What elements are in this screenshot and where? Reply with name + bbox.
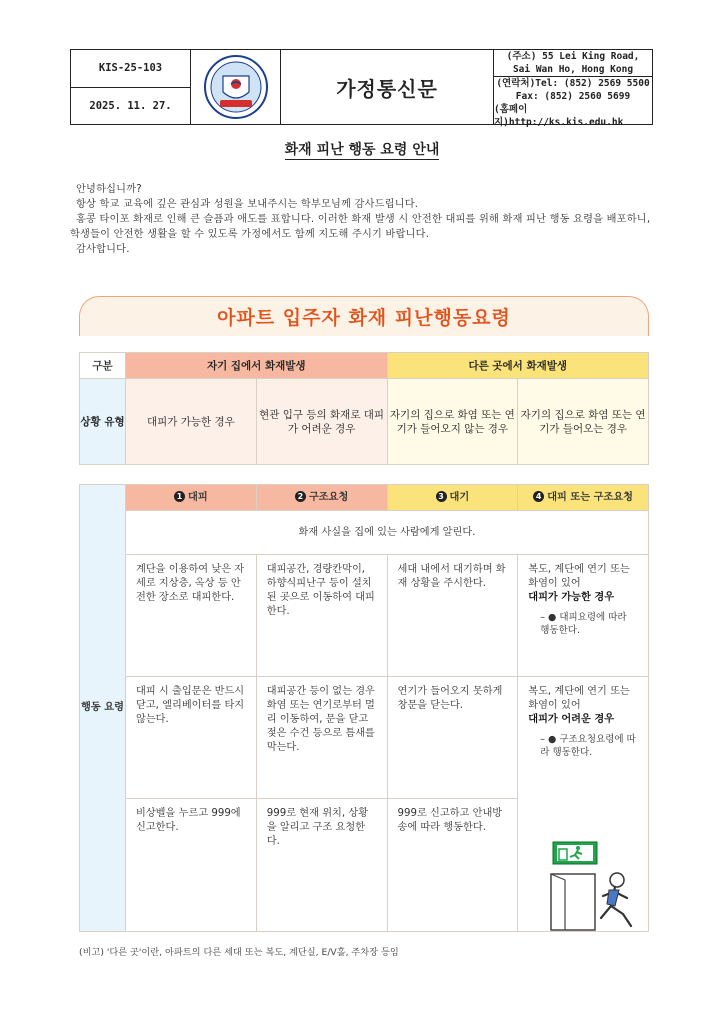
col4-b-strong: 대피가 어려운 경우 bbox=[528, 714, 615, 725]
action-cell: 비상벨을 누르고 999에 신고한다. bbox=[126, 799, 257, 932]
other-place-fire-header: 다른 곳에서 화재발생 bbox=[387, 353, 649, 379]
header-label: 대피 bbox=[188, 491, 208, 503]
action-cell-evacuable bbox=[518, 555, 649, 677]
step-number: 1 bbox=[174, 491, 185, 502]
doc-date: 2025. 11. 27. bbox=[89, 99, 172, 112]
step-number: 3 bbox=[436, 491, 447, 502]
header-evacuate-or-rescue bbox=[518, 485, 649, 511]
header-label: 대기 bbox=[449, 491, 470, 503]
situation-type-label: 상황 유형 bbox=[80, 379, 126, 465]
own-home-fire-header: 자기 집에서 화재발생 bbox=[126, 353, 388, 379]
contact-web[interactable]: (홈페이지)http://ks.kis.edu.hk bbox=[494, 104, 624, 128]
action-guide-label: 행동 요령 bbox=[80, 485, 126, 932]
school-emblem-icon bbox=[203, 54, 269, 120]
situation-cell: 현관 입구 등의 화재로 대피가 어려운 경우 bbox=[256, 379, 387, 465]
action-cell: 연기가 들어오지 못하게 창문을 닫는다. bbox=[387, 677, 518, 799]
emergency-exit-icon bbox=[545, 840, 645, 932]
header-label: 대피 또는 구조요청 bbox=[547, 491, 634, 503]
header-label: 구조요청 bbox=[308, 491, 349, 503]
col4-b-sub: – ● 구조요청요령에 따라 행동한다. bbox=[540, 734, 636, 758]
body-paragraph-2: 홍콩 타이포 화재로 인해 큰 슬픔과 애도를 표합니다. 이러한 화재 발생 시 안전한 대피를 위해 화재 피난 행동 요령을 배포하니, 학생들이 안전한 생활을 할 수 있도록 가정에서도 함께 지도해 주시기 바랍니다. bbox=[70, 214, 651, 240]
header-evacuate bbox=[126, 485, 257, 511]
document-title bbox=[0, 139, 724, 159]
doc-code: KIS-25-103 bbox=[71, 50, 190, 88]
header-title: 가정통신문 bbox=[281, 50, 494, 124]
header-left bbox=[71, 50, 191, 124]
header-contact bbox=[494, 50, 652, 128]
situation-table bbox=[79, 352, 649, 465]
header-rescue-request bbox=[256, 485, 387, 511]
action-cell: 계단을 이용하여 낮은 자세로 지상층, 옥상 등 안전한 장소로 대피한다. bbox=[126, 555, 257, 677]
header-wait bbox=[387, 485, 518, 511]
contact-block bbox=[494, 77, 652, 129]
contact-tel: (연락처)Tel: (852) 2569 5500 bbox=[496, 78, 650, 89]
situation-cell: 대피가 가능한 경우 bbox=[126, 379, 257, 465]
body-paragraph-1: 항상 학교 교육에 깊은 관심과 성원을 보내주시는 학부모님께 감사드립니다. bbox=[76, 199, 419, 210]
col4-a-strong: 대피가 가능한 경우 bbox=[528, 592, 615, 603]
poster-banner: 아파트 입주자 화재 피난행동요령 bbox=[79, 296, 649, 336]
action-cell: 999로 현재 위치, 상황을 알리고 구조 요청한다. bbox=[256, 799, 387, 932]
greeting: 안녕하십니까? bbox=[76, 184, 142, 195]
letter-header bbox=[70, 49, 653, 128]
letter-body bbox=[70, 182, 654, 257]
situation-cell: 자기의 집으로 화염 또는 연기가 들어오는 경우 bbox=[518, 379, 649, 465]
col4-b-text: 복도, 계단에 연기 또는 화염이 있어 bbox=[528, 686, 630, 711]
closing: 감사합니다. bbox=[76, 244, 130, 255]
address-line-1: (주소) 55 Lei King Road, bbox=[506, 51, 640, 62]
document-title-text: 화재 피난 행동 요령 안내 bbox=[284, 142, 440, 158]
action-cell: 대피공간, 경량칸막이, 하향식피난구 등이 설치된 곳으로 이동하여 대피한다. bbox=[256, 555, 387, 677]
col4-a-sub: – ● 대피요령에 따라 행동한다. bbox=[540, 612, 627, 636]
situation-cell: 자기의 집으로 화염 또는 연기가 들어오지 않는 경우 bbox=[387, 379, 518, 465]
address-block bbox=[494, 50, 652, 77]
action-cell: 999로 신고하고 안내방송에 따라 행동한다. bbox=[387, 799, 518, 932]
poster-note: (비고) '다른 곳'이란, 아파트의 다른 세대 또는 복도, 계단실, E/V홀, 주차장 등임 bbox=[79, 947, 399, 958]
school-logo bbox=[191, 50, 281, 124]
action-cell: 대피 시 출입문은 반드시 닫고, 엘리베이터를 타지 않는다. bbox=[126, 677, 257, 799]
action-cell: 세대 내에서 대기하며 화재 상황을 주시한다. bbox=[387, 555, 518, 677]
category-label: 구분 bbox=[80, 353, 126, 379]
col4-a-text: 복도, 계단에 연기 또는 화염이 있어 bbox=[528, 564, 630, 589]
address-line-2: Sai Wan Ho, Hong Kong bbox=[512, 64, 634, 75]
contact-fax: Fax: (852) 2560 5699 bbox=[515, 91, 631, 102]
action-cell: 대피공간 등이 없는 경우 화염 또는 연기로부터 멀리 이동하여, 문을 닫고 젖은 수건 등으로 틈새를 막는다. bbox=[256, 677, 387, 799]
fire-evacuation-poster bbox=[79, 296, 651, 964]
step-number: 4 bbox=[533, 491, 544, 502]
step-number: 2 bbox=[295, 491, 306, 502]
common-action: 화재 사실을 집에 있는 사람에게 알린다. bbox=[126, 511, 649, 555]
